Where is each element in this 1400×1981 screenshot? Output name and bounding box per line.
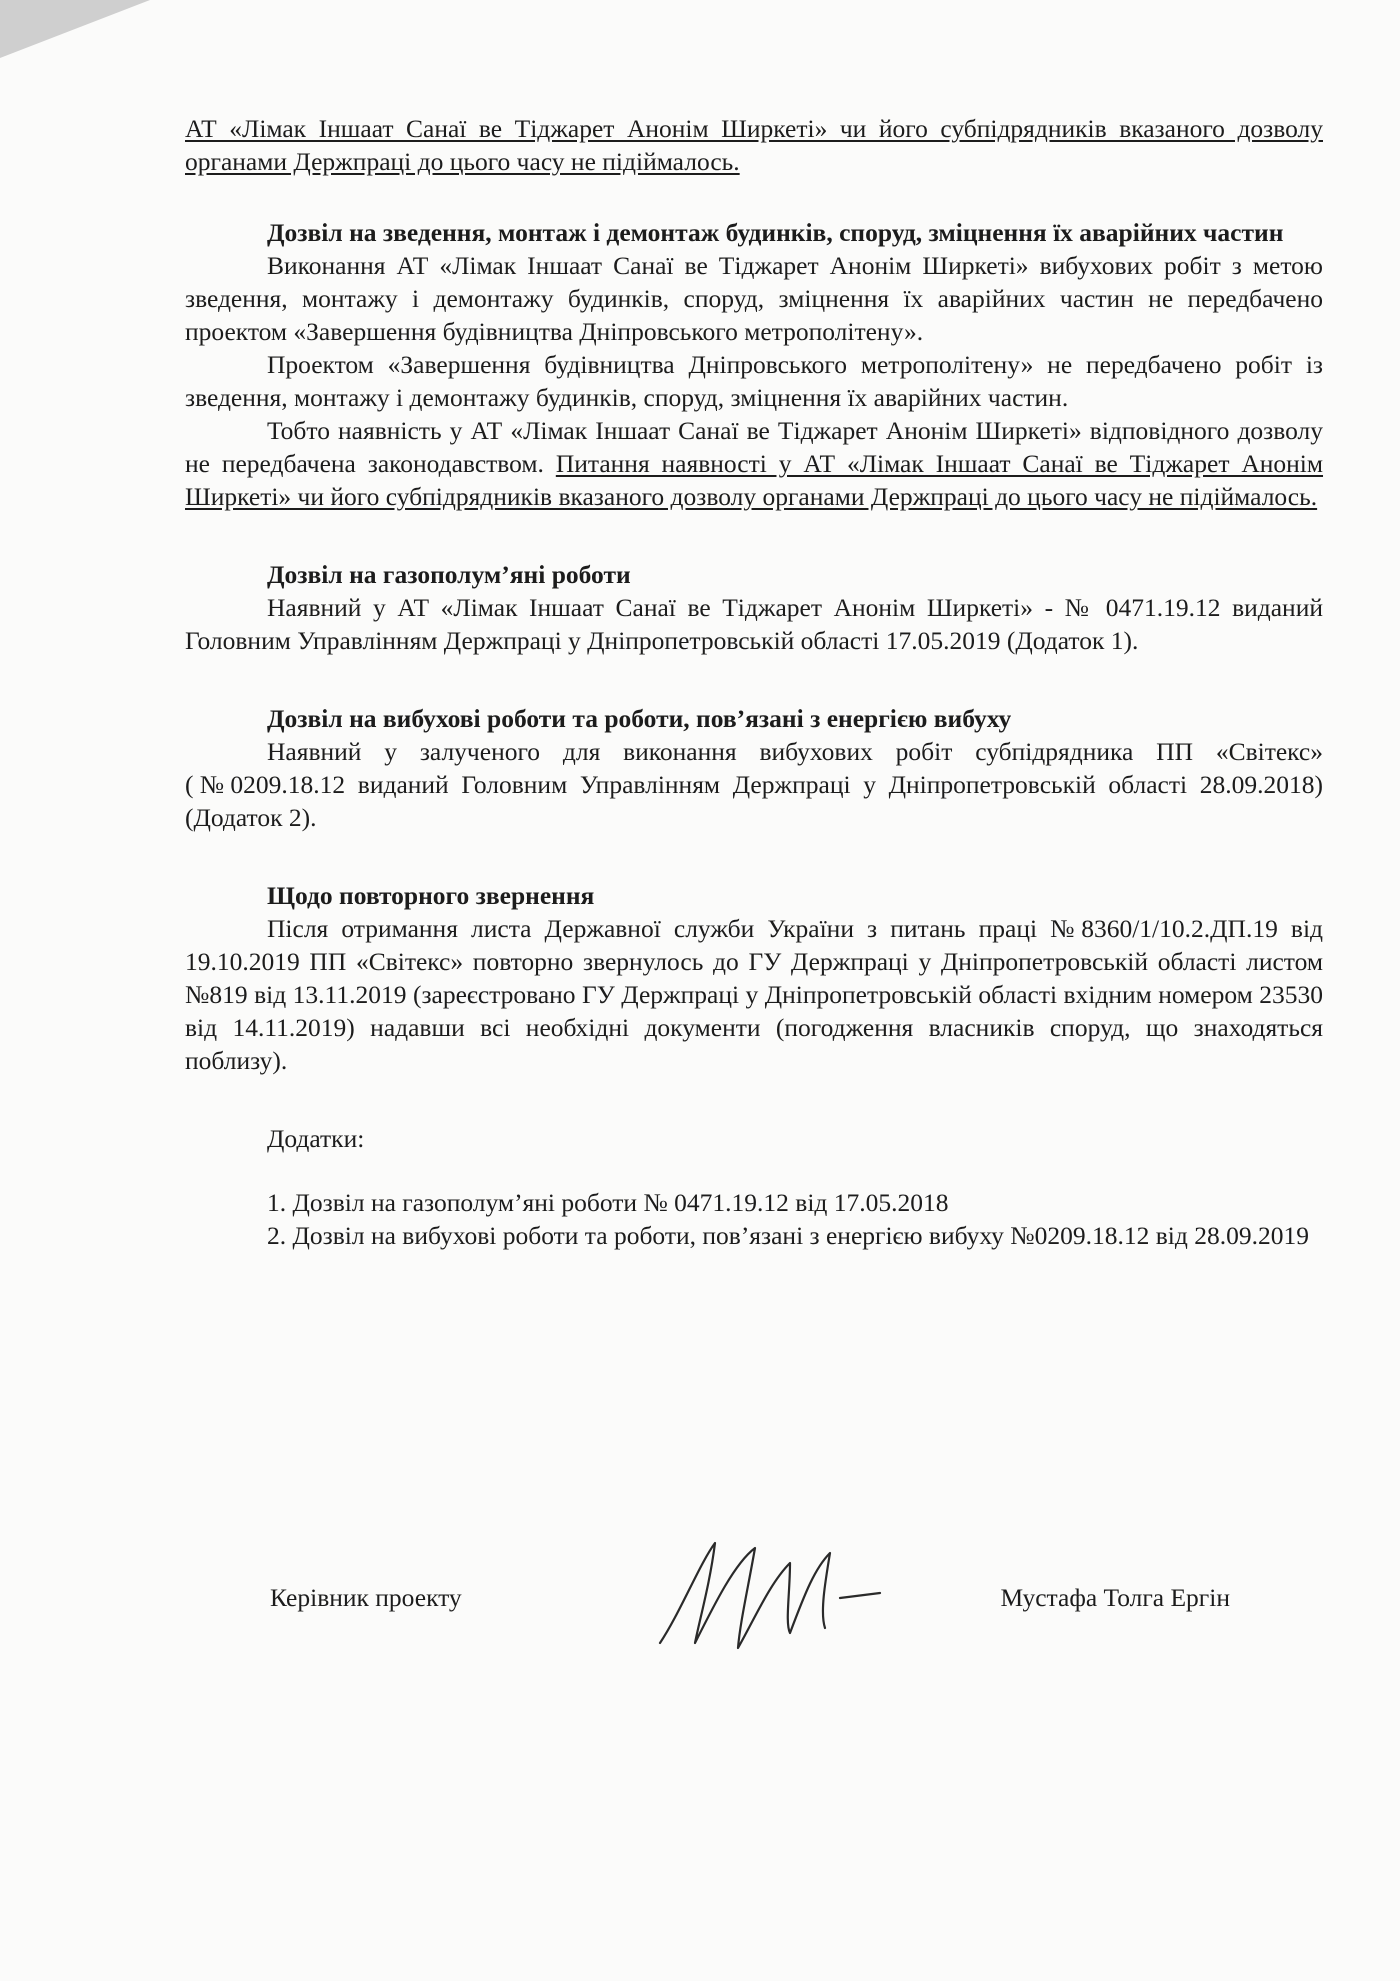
intro-underlined-text: АТ «Лімак Іншаат Санаї ве Тіджарет Анонім Ширкеті» чи його субпідрядників вказаного дозволу органами Держпраці до цього часу не підіймалось. xyxy=(185,114,1323,176)
construction-paragraph-1: Виконання АТ «Лімак Іншаат Санаї ве Тіджарет Анонім Ширкеті» вибухових робіт з метою зведення, монтажу і демонтажу будинків, споруд, зміцнення їх аварійних частин не передбачено проектом «Завершення будівництва Дніпровського метрополітену». xyxy=(185,251,1323,346)
repeat-paragraph: Після отримання листа Державної служби України з питань праці №8360/1/10.2.ДП.19 від 19.10.2019 ПП «Світекс» повторно звернулось до ГУ Держпраці у Дніпропетровській області листом №819 від 13.11.2019 (зареєстровано ГУ Держпраці у Дніпропетровській області вхідним номером 23530 від 14.11.2019) надавши всі необхідні документи (погодження власників споруд, що знаходяться поблизу). xyxy=(185,914,1323,1075)
attachment-item: 1. Дозвіл на газополум’яні роботи № 0471.19.12 від 17.05.2018 xyxy=(267,1188,949,1217)
construction-paragraph-3-text: Тобто наявність у АТ «Лімак Іншаат Санаї ве Тіджарет Анонім Ширкеті» відповідного дозволу не передбачена законодавством. xyxy=(185,416,1323,478)
signature-block xyxy=(270,1583,1230,1673)
intro-paragraph xyxy=(185,112,1323,178)
document-body xyxy=(185,112,1323,1252)
folded-corner xyxy=(0,0,150,58)
construction-paragraph-3-underlined: Питання наявності у АТ «Лімак Іншаат Санаї ве Тіджарет Анонім Ширкеті» чи його субпідрядників вказаного дозволу органами Держпраці до цього часу не підіймалось. xyxy=(185,449,1324,511)
handwritten-signature xyxy=(640,1523,900,1673)
construction-paragraph-2: Проектом «Завершення будівництва Дніпровського метрополітену» не передбачено робіт із зведення, монтажу і демонтажу будинків, споруд, зміцнення їх аварійних частин. xyxy=(185,350,1323,412)
signatory-position: Керівник проекту xyxy=(270,1583,462,1612)
gas-paragraph: Наявний у АТ «Лімак Іншаат Санаї ве Тіджарет Анонім Ширкеті» - № 0471.19.12 виданий Головним Управлінням Держпраці у Дніпропетровській області 17.05.2019 (Додаток 1). xyxy=(185,593,1323,655)
attachments-heading: Додатки: xyxy=(267,1124,365,1153)
blasting-heading: Дозвіл на вибухові роботи та роботи, пов’язані з енергією вибуху xyxy=(267,704,1012,733)
construction-paragraph-3 xyxy=(185,414,1323,513)
blasting-paragraph: Наявний у залученого для виконання вибухових робіт субпідрядника ПП «Світекс» (№0209.18.12 виданий Головним Управлінням Держпраці у Дніпропетровській області 28.09.2018) (Додаток 2). xyxy=(185,737,1323,832)
repeat-heading: Щодо повторного звернення xyxy=(267,881,595,910)
attachment-item: 2. Дозвіл на вибухові роботи та роботи, пов’язані з енергією вибуху №0209.18.12 від 28.09.2019 xyxy=(267,1221,1309,1250)
signatory-name: Мустафа Толга Ергін xyxy=(1000,1583,1230,1612)
construction-heading: Дозвіл на зведення, монтаж і демонтаж будинків, споруд, зміцнення їх аварійних частин xyxy=(267,218,1284,247)
gas-heading: Дозвіл на газополум’яні роботи xyxy=(267,560,631,589)
